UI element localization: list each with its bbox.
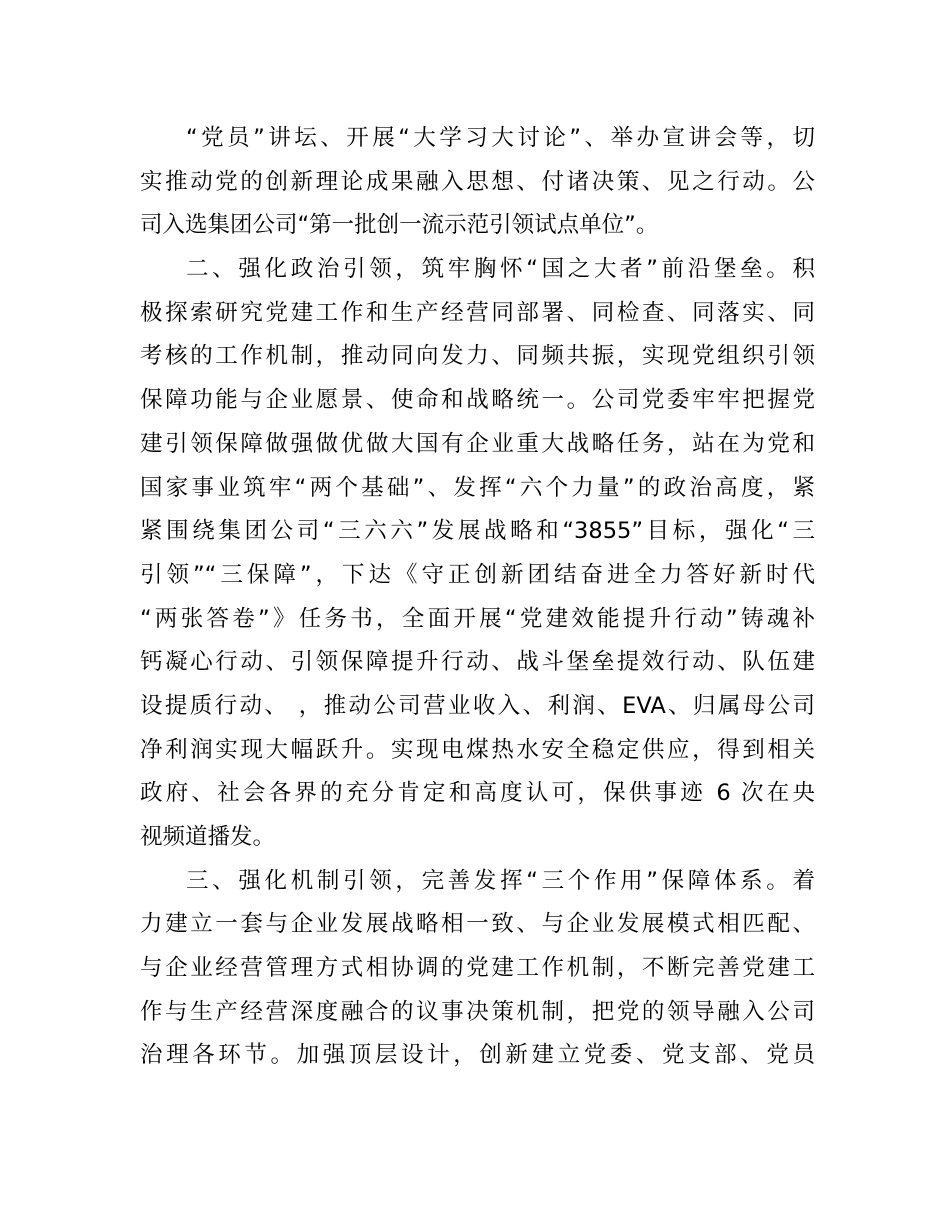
paragraph-line: 司入选集团公司“第一批创一流示范引领试点单位”。 — [140, 212, 659, 239]
paragraph-line: 作与生产经营深度融合的议事决策机制，把党的领导融入公司 — [140, 998, 815, 1025]
paragraph-section-3 — [140, 860, 815, 1078]
paragraph-line: “党员”讲坛、开展“大学习大讨论”、举办宣讲会等，切 — [186, 125, 815, 151]
paragraph-line: 设提质行动、 ，推动公司营业收入、利润、EVA、归属母公司 — [140, 692, 815, 719]
paragraph-continuation — [140, 117, 815, 248]
paragraph-line: 建引领保障做强做优做大国有企业重大战略任务，站在为党和 — [140, 430, 815, 457]
document-body — [140, 117, 815, 1078]
paragraph-line: “两张答卷”》任务书，全面开展“党建效能提升行动”铸魂补 — [140, 605, 815, 632]
paragraph-line: 与企业经营管理方式相协调的党建工作机制，不断完善党建工 — [140, 955, 815, 982]
paragraph-line: 考核的工作机制，推动同向发力、同频共振，实现党组织引领 — [140, 343, 815, 370]
paragraph-line: 三、强化机制引领，完善发挥“三个作用”保障体系。着 — [186, 867, 815, 894]
paragraph-line: 净利润实现大幅跃升。实现电煤热水安全稳定供应，得到相关 — [140, 736, 815, 763]
paragraph-line: 政府、社会各界的充分肯定和高度认可，保供事迹 6 次在央 — [140, 780, 815, 807]
paragraph-line: 引领”“三保障”，下达《守正创新团结奋进全力答好新时代 — [140, 561, 815, 588]
paragraph-line: 力建立一套与企业发展战略相一致、与企业发展模式相匹配、 — [140, 911, 815, 938]
paragraph-line: 紧围绕集团公司“三六六”发展战略和“3855”目标，强化“三 — [140, 518, 815, 545]
paragraph-section-2 — [140, 248, 815, 860]
paragraph-line: 实推动党的创新理论成果融入思想、付诸决策、见之行动。公 — [140, 168, 815, 195]
paragraph-line: 视频道播发。 — [140, 824, 276, 850]
paragraph-line: 保障功能与企业愿景、使命和战略统一。公司党委牢牢把握党 — [140, 387, 815, 414]
paragraph-line: 国家事业筑牢“两个基础”、发挥“六个力量”的政治高度，紧 — [140, 474, 815, 501]
paragraph-line: 治理各环节。加强顶层设计，创新建立党委、党支部、党员 — [140, 1042, 815, 1069]
paragraph-line: 二、强化政治引领，筑牢胸怀“国之大者”前沿堡垒。积 — [186, 256, 815, 283]
paragraph-line: 极探索研究党建工作和生产经营同部署、同检查、同落实、同 — [140, 299, 815, 326]
paragraph-line: 钙凝心行动、引领保障提升行动、战斗堡垒提效行动、队伍建 — [140, 649, 815, 676]
